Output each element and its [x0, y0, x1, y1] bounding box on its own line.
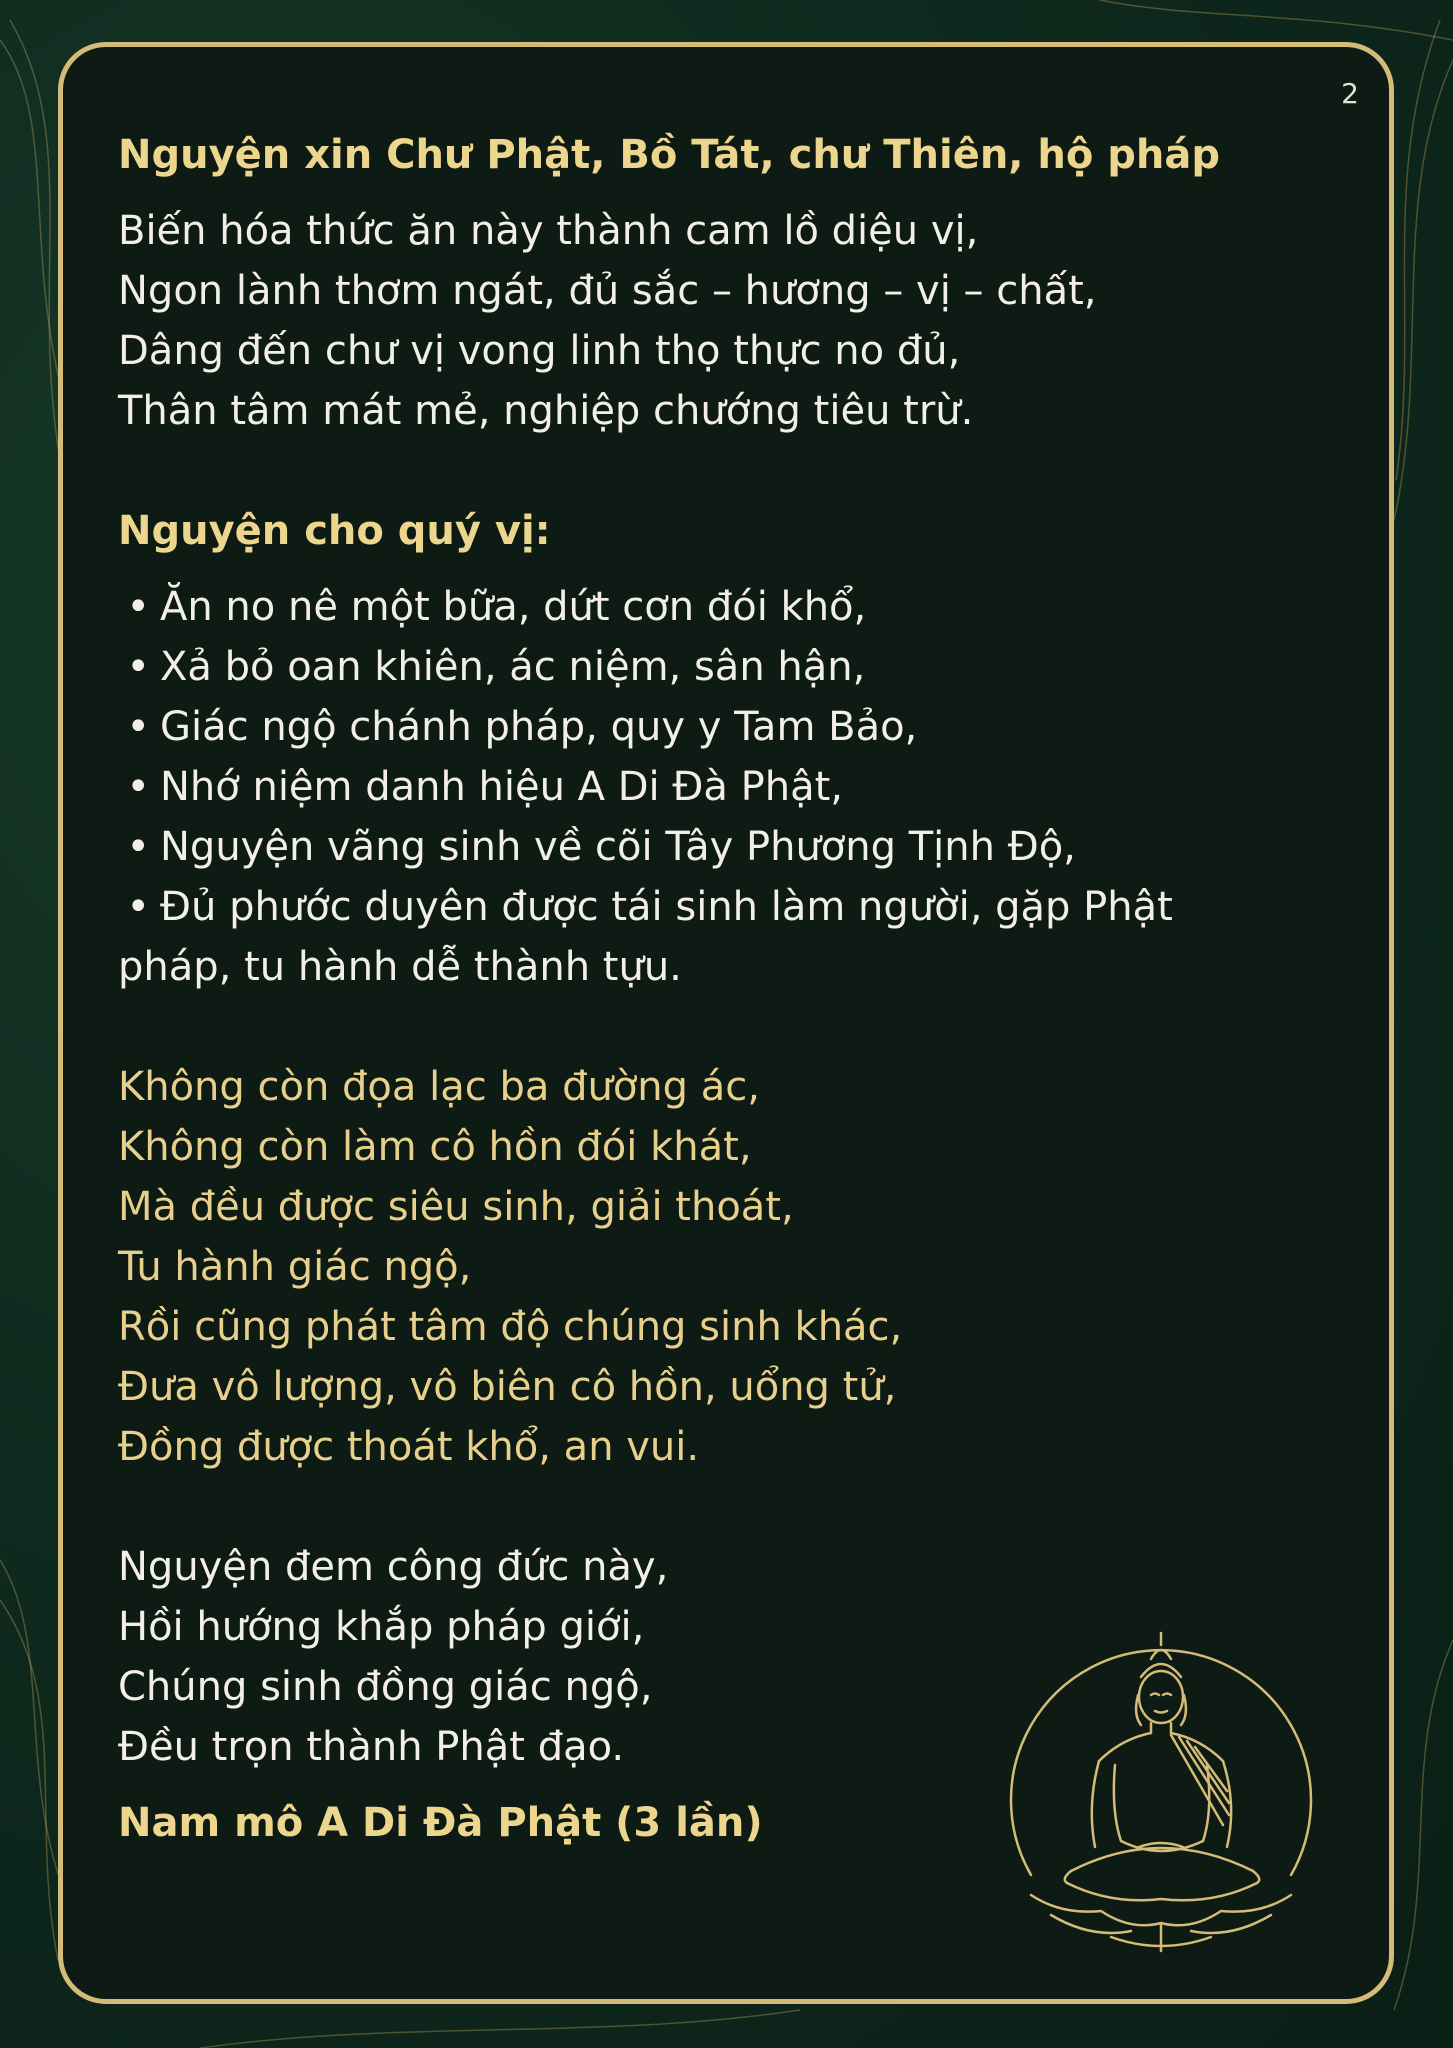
bullet-dot: •: [126, 704, 150, 750]
bullet-item: • Nguyện vãng sinh về cõi Tây Phương Tịnh Độ,: [118, 817, 1298, 877]
dedication-line: Nguyện đem công đức này,: [118, 1544, 669, 1590]
buddha-outline-icon: [991, 1615, 1331, 1965]
dedication-line: Hồi hướng khắp pháp giới,: [118, 1604, 645, 1650]
bullet-dot: •: [126, 584, 150, 630]
section3-line: Rồi cũng phát tâm độ chúng sinh khác,: [118, 1304, 903, 1350]
bullet-dot: •: [126, 884, 150, 930]
dedication-line: Đều trọn thành Phật đạo.: [118, 1724, 625, 1770]
section3-line: Không còn đọa lạc ba đường ác,: [118, 1064, 760, 1110]
bullet-item: • Giác ngộ chánh pháp, quy y Tam Bảo,: [118, 697, 1298, 757]
bullet-item: • Xả bỏ oan khiên, ác niệm, sân hận,: [118, 637, 1298, 697]
bullet-item: • Đủ phước duyên được tái sinh làm người, gặp Phật: [118, 877, 1298, 937]
section1-line: Biến hóa thức ăn này thành cam lồ diệu vị,: [118, 208, 979, 254]
prayer-content: [118, 125, 1298, 1853]
page-number: 2: [1341, 77, 1359, 110]
closing-chant: Nam mô A Di Đà Phật (3 lần): [118, 1800, 763, 1846]
bullet-dot: •: [126, 644, 150, 690]
bullet-dot: •: [126, 824, 150, 870]
section3-line: Không còn làm cô hồn đói khát,: [118, 1124, 752, 1170]
section1-heading: Nguyện xin Chư Phật, Bồ Tát, chư Thiên, hộ pháp: [118, 132, 1221, 178]
bullet-item: • Nhớ niệm danh hiệu A Di Đà Phật,: [118, 757, 1298, 817]
section1-line: Dâng đến chư vị vong linh thọ thực no đủ,: [118, 328, 961, 374]
bullet-dot: •: [126, 764, 150, 810]
dedication-line: Chúng sinh đồng giác ngộ,: [118, 1664, 653, 1710]
bullet-item: • Ăn no nê một bữa, dứt cơn đói khổ,: [118, 577, 1298, 637]
section3-line: Đưa vô lượng, vô biên cô hồn, uổng tử,: [118, 1364, 897, 1410]
bullet-continuation: pháp, tu hành dễ thành tựu.: [118, 944, 682, 990]
section1-line: Ngon lành thơm ngát, đủ sắc – hương – vị – chất,: [118, 268, 1097, 314]
section3-line: Tu hành giác ngộ,: [118, 1244, 472, 1290]
section1-line: Thân tâm mát mẻ, nghiệp chướng tiêu trừ.: [118, 388, 974, 434]
prayer-card: [58, 42, 1394, 2004]
section2-heading: Nguyện cho quý vị:: [118, 508, 551, 554]
section3-line: Đồng được thoát khổ, an vui.: [118, 1424, 700, 1470]
section3-line: Mà đều được siêu sinh, giải thoát,: [118, 1184, 794, 1230]
